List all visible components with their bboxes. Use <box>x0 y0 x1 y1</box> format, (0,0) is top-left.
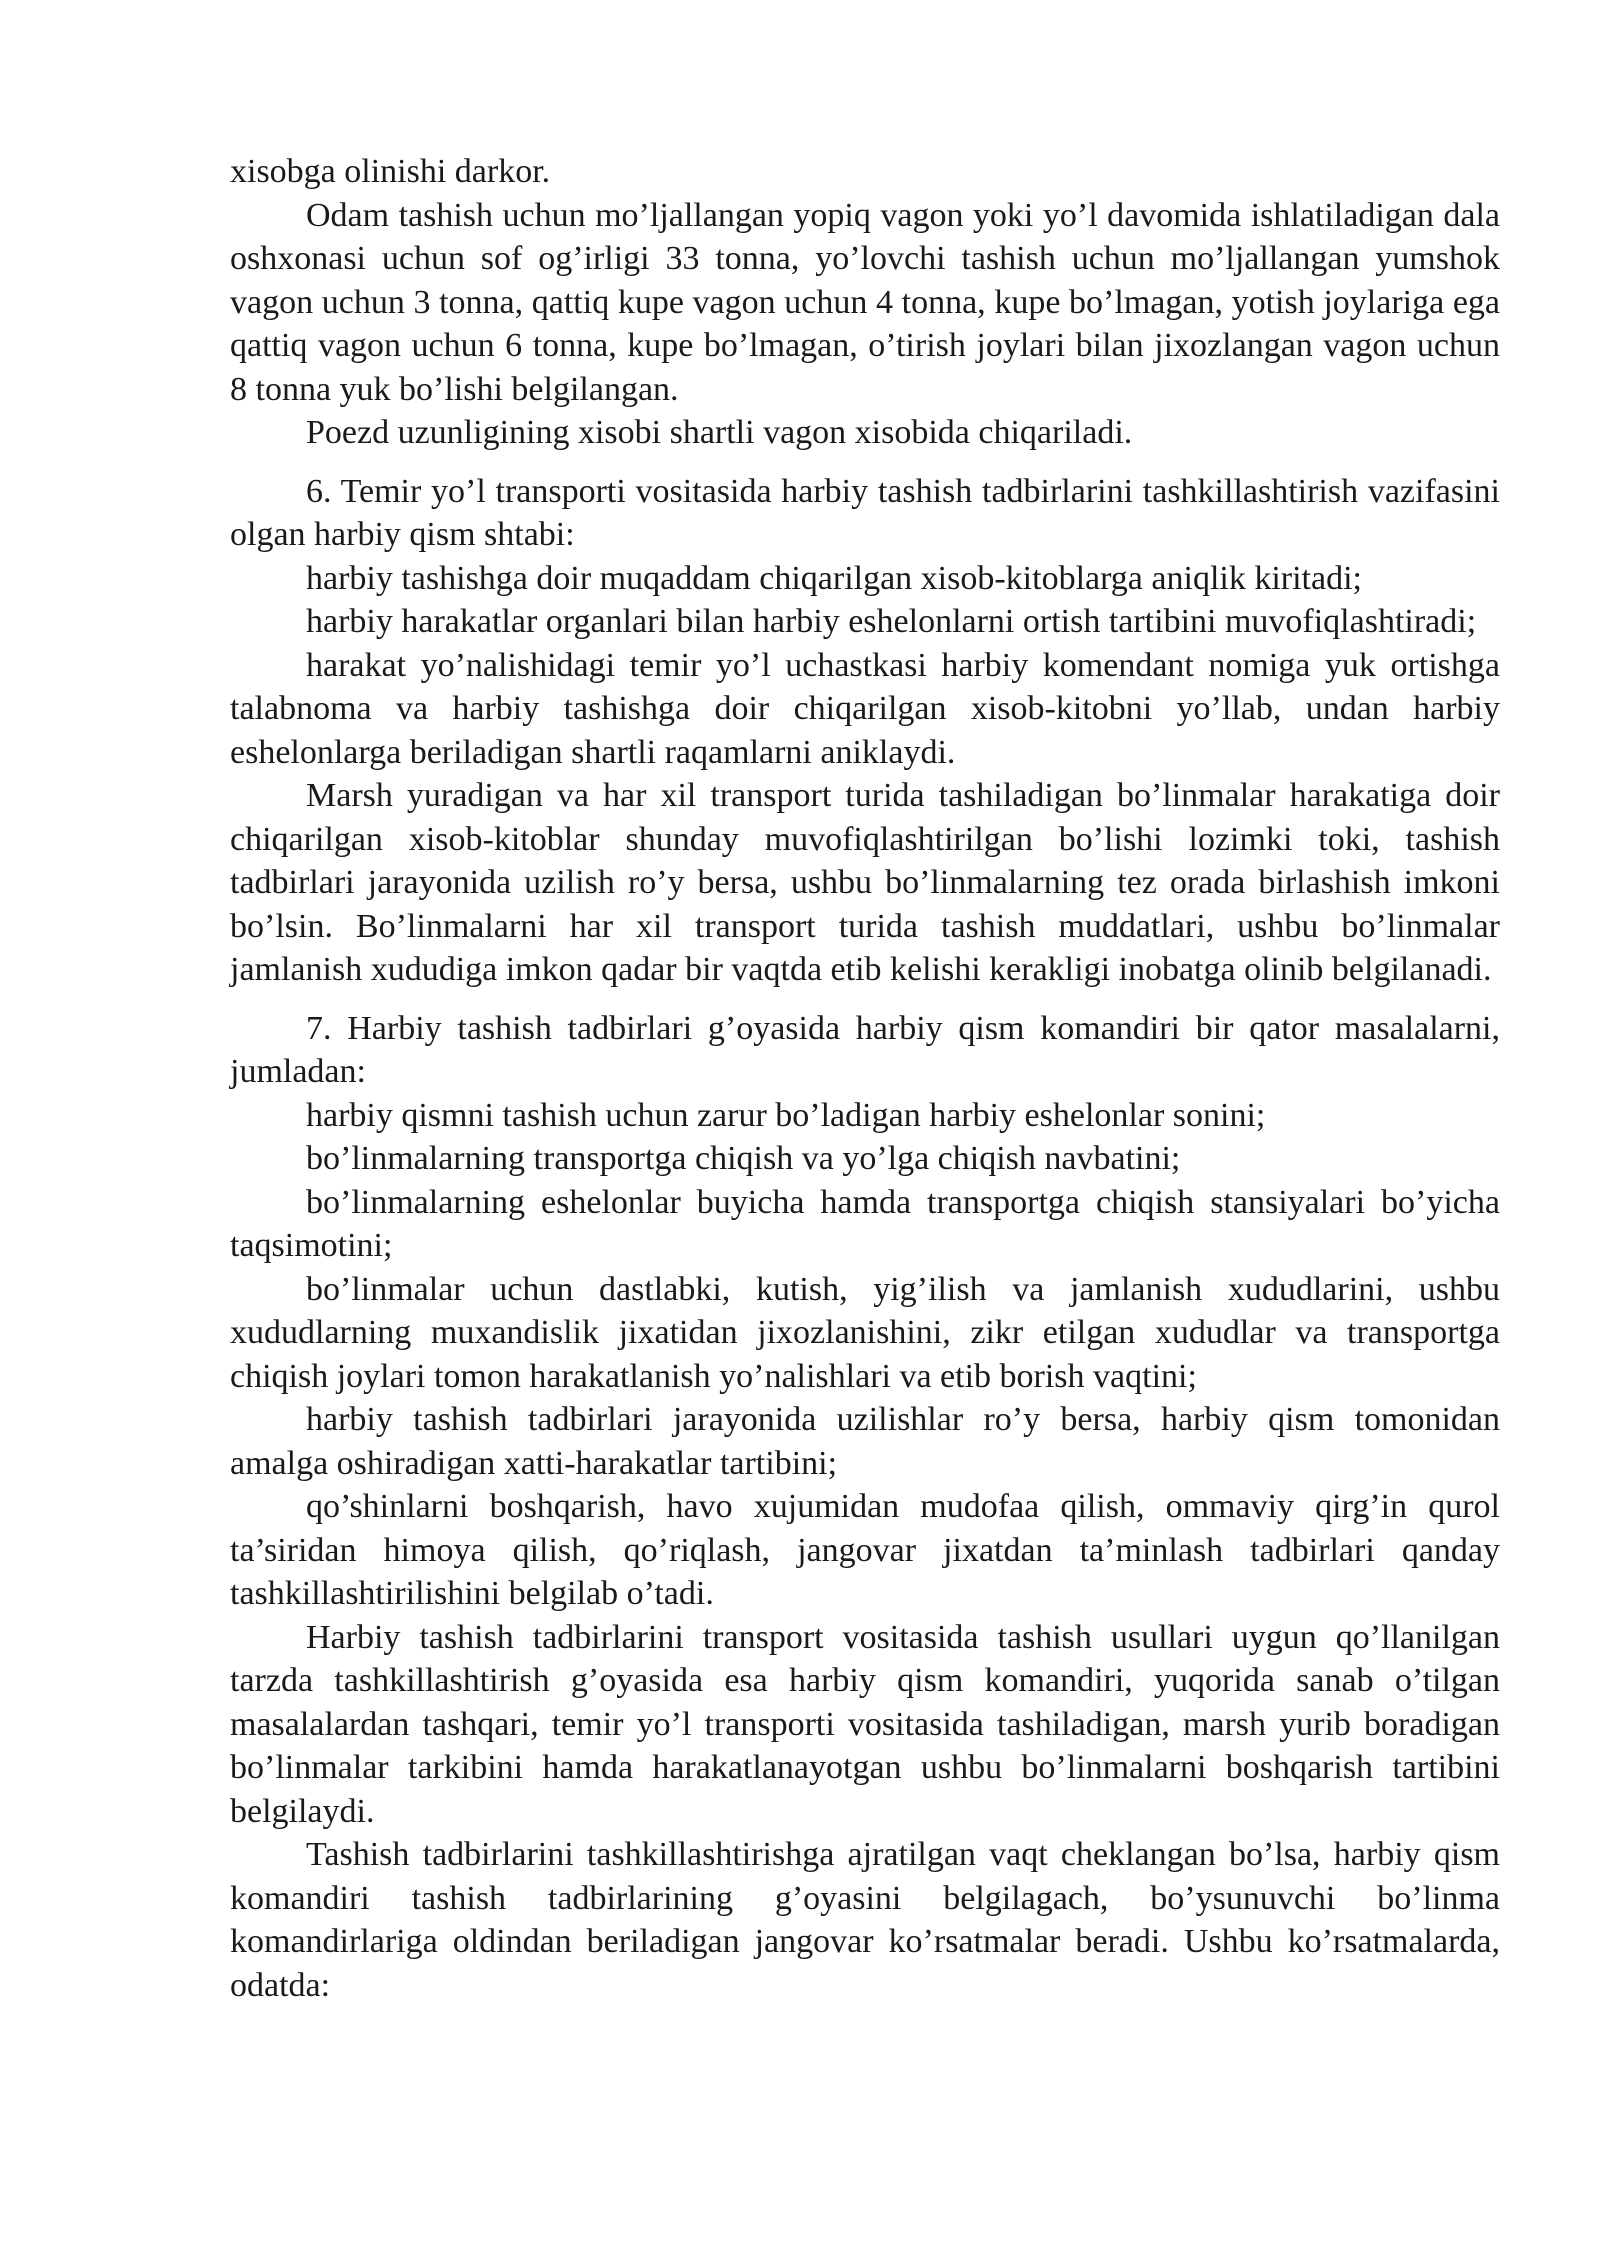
list-item: harbiy tashish tadbirlari jarayonida uzilishlar ro’y bersa, harbiy qism tomonidan amalga oshiradigan xatti-harakatlar tartibini; <box>230 1401 1500 1482</box>
paragraph-march-coordination: Marsh yuradigan va har xil transport turida tashiladigan bo’linmalar harakatiga doir chiqarilgan xisob-kitoblar shunday muvofiqlashtirilgan bo’lishi lozimki toki, tashish tadbirlari jarayonida uzilish ro’y bersa, ushbu bo’linmalarning tez orada birlashish imkoni bo’lsin. Bo’linmalarni har xil transport turida tashish muddatlari, ushbu bo’linmalar jamlanish xududiga imkon qadar bir vaqtda etib kelishi kerakligi inobatga olinib belgilanadi. <box>230 777 1500 988</box>
list-item: bo’linmalar uchun dastlabki, kutish, yig’ilish va jamlanish xududlarini, ushbu xududlarning muxandislik jixatidan jixozlanishini, zikr etilgan xududlar va transportga chiqish joylari tomon harakatlanish yo’nalishlari va etib borish vaqtini; <box>230 1270 1500 1395</box>
paragraph-section-6: 6. Temir yo’l transporti vositasida harbiy tashish tadbirlarini tashkillashtirish vazifasini olgan harbiy qism shtabi: <box>230 472 1500 553</box>
paragraph-wagon-loads: Odam tashish uchun mo’ljallangan yopiq vagon yoki yo’l davomida ishlatiladigan dala oshxonasi uchun sof og’irligi 33 tonna, yo’lovchi tashish uchun mo’ljallangan yumshok vagon uchun 3 tonna, qattiq kupe vagon uchun 4 tonna, kupe bo’lmagan, yotish joylariga ega qattiq vagon uchun 6 tonna, kupe bo’lmagan, o’tirish joylari bilan jixozlangan vagon uchun 8 tonna yuk bo’lishi belgilangan. <box>230 196 1500 408</box>
paragraph-section-7: 7. Harbiy tashish tadbirlari g’oyasida harbiy qism komandiri bir qator masalalarni, jumladan: <box>230 1009 1500 1090</box>
document-page <box>230 150 1500 2007</box>
list-item: harbiy harakatlar organlari bilan harbiy eshelonlarni ortish tartibini muvofiqlashtiradi; <box>306 603 1477 640</box>
list-item: bo’linmalarning transportga chiqish va yo’lga chiqish navbatini; <box>306 1140 1181 1177</box>
paragraph-time-limited: Tashish tadbirlarini tashkillashtirishga ajratilgan vaqt cheklangan bo’lsa, harbiy qism komandiri tashish tadbirlarining g’oyasini belgilagach, bo’ysunuvchi bo’linma komandirlariga oldindan beriladigan jangovar ko’rsatmalar beradi. Ushbu ko’rsatmalarda, odatda: <box>230 1836 1500 2004</box>
list-item: bo’linmalarning eshelonlar buyicha hamda transportga chiqish stansiyalari bo’yicha taqsimotini; <box>230 1183 1500 1264</box>
list-item: harakat yo’nalishidagi temir yo’l uchastkasi harbiy komendant nomiga yuk ortishga talabnoma va harbiy tashishga doir chiqarilgan xisob-kitobni yo’llab, undan harbiy eshelonlarga beriladigan shartli raqamlarni aniklaydi. <box>230 646 1500 771</box>
paragraph-continuation: xisobga olinishi darkor. <box>230 153 551 190</box>
list-item: harbiy tashishga doir muqaddam chiqarilgan xisob-kitoblarga aniqlik kiritadi; <box>306 559 1362 597</box>
list-item: qo’shinlarni boshqarish, havo xujumidan mudofaa qilish, ommaviy qirg’in qurol ta’siridan himoya qilish, qo’riqlash, jangovar jixatdan ta’minlash tadbirlari qanday tashkillashtirilishini belgilab o’tadi. <box>230 1488 1500 1612</box>
list-item: harbiy qismni tashish uchun zarur bo’ladigan harbiy eshelonlar sonini; <box>306 1096 1266 1134</box>
paragraph-transport-methods: Harbiy tashish tadbirlarini transport vositasida tashish usullari uygun qo’llanilgan tarzda tashkillashtirish g’oyasida esa harbiy qism komandiri, yuqorida sanab o’tilgan masalalardan tashqari, temir yo’l transporti vositasida tashiladigan, marsh yurib boradigan bo’linmalar tarkibini hamda harakatlanayotgan ushbu bo’linmalarni boshqarish tartibini belgilaydi. <box>230 1618 1500 1830</box>
paragraph-train-length: Poezd uzunligining xisobi shartli vagon xisobida chiqariladi. <box>306 414 1133 451</box>
